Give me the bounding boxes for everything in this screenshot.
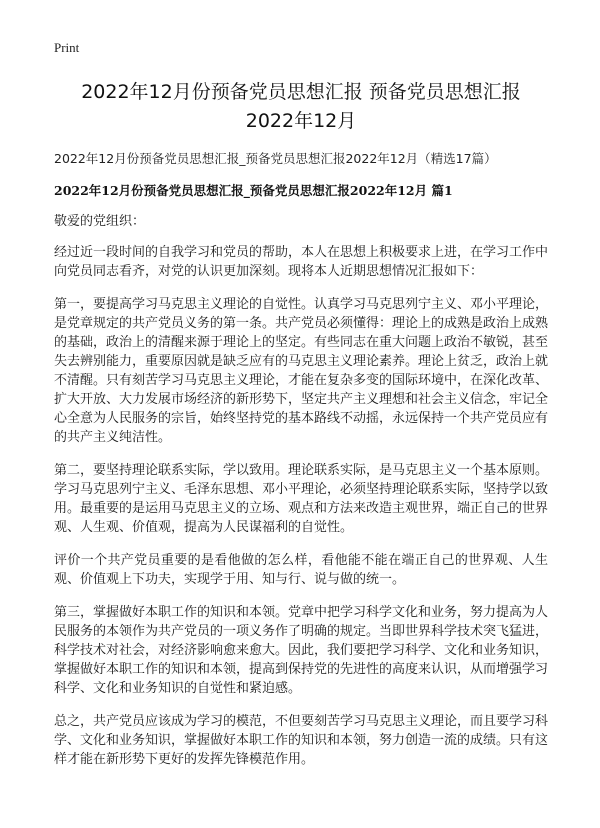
title-line-2: 2022年12月 — [245, 110, 357, 132]
title-line-1: 2022年12月份预备党员思想汇报 预备党员思想汇报 — [81, 81, 521, 103]
salutation: 敬爱的党组织： — [54, 214, 146, 229]
document-summary: 2022年12月份预备党员思想汇报_预备党员思想汇报2022年12月（精选17篇） — [54, 151, 497, 166]
section-heading: 2022年12月份预备党员思想汇报_预备党员思想汇报2022年12月 篇1 — [54, 183, 453, 198]
print-link[interactable]: Print — [54, 40, 80, 55]
paragraph-second-point: 第二，要坚持理论联系实际，学以致用。理论联系实际，是马克思主义一个基本原则。学习马克思列宁主义、毛泽东思想、邓小平理论，必须坚持理论联系实际，坚持学以致用。最重要的是运用马克思主义的立场、观点和方法来改造主观世界，端正自己的世界观、人生观、价值观，提高为人民谋福利的自觉性。 — [54, 463, 549, 535]
paragraph-intro: 经过近一段时间的自我学习和党员的帮助，本人在思想上积极要求上进，在学习工作中向党员同志看齐，对党的认识更加深刻。现将本人近期思想情况汇报如下： — [54, 245, 549, 279]
page-title — [54, 78, 548, 136]
paragraph-conclusion: 总之，共产党员应该成为学习的模范，不但要刻苦学习马克思主义理论，而且要学习科学、文化和业务知识，掌握做好本职工作的知识和本领，努力创造一流的成绩。只有这样才能在新形势下更好的发挥先锋模范作用。 — [54, 714, 549, 767]
paragraph-evaluation: 评价一个共产党员重要的是看他做的怎么样，看他能不能在端正自己的世界观、人生观、价值观上下功夫，实现学于用、知与行、说与做的统一。 — [54, 553, 548, 587]
paragraph-first-point: 第一，要提高学习马克思主义理论的自觉性。认真学习马克思列宁主义、邓小平理论，是党章规定的共产党员义务的第一条。共产党员必须懂得：理论上的成熟是政治上成熟的基础，政治上的清醒来源于理论上的坚定。有些同志在重大问题上政治不敏锐，甚至失去辨别能力，重要原因就是缺乏应有的马克思主义理论素养。理论上贫乏，政治上就不清醒。只有刻苦学习马克思主义理论，才能在复杂多变的国际环境中，在深化改革、扩大开放、大力发展市场经济的新形势下，坚定共产主义理想和社会主义信念，牢记全心全意为人民服务的宗旨，始终坚持党的基本路线不动摇，永远保持一个共产党员应有的共产主义纯洁性。 — [54, 297, 549, 445]
paragraph-third-point: 第三，掌握做好本职工作的知识和本领。党章中把学习科学文化和业务，努力提高为人民服务的本领作为共产党员的一项义务作了明确的规定。当即世界科学技术突飞猛进，科学技术对社会，对经济影响愈来愈大。因此，我们要把学习科学、文化和业务知识，掌握做好本职工作的知识和本领，提高到保持党的先进性的高度来认识，从而增强学习科学、文化和业务知识的自觉性和紧迫感。 — [54, 605, 549, 696]
